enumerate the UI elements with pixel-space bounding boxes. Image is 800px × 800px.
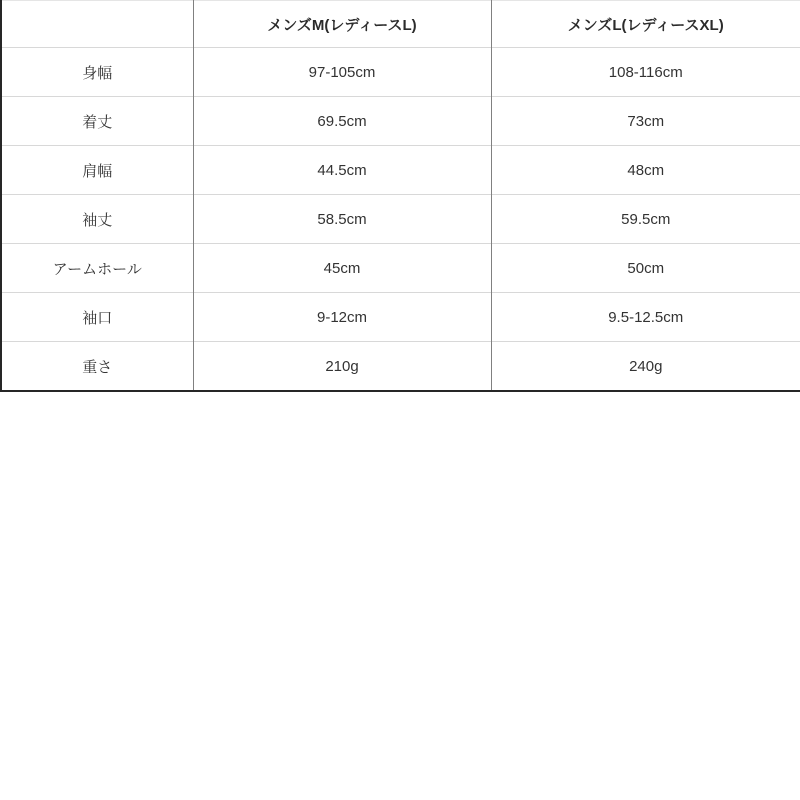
value-cell-mens-m: 69.5cm xyxy=(193,97,491,146)
row-label-cell: 肩幅 xyxy=(1,146,193,195)
row-label-cell: 袖丈 xyxy=(1,195,193,244)
table-row xyxy=(1,342,800,392)
value-cell-mens-l: 50cm xyxy=(491,244,800,293)
table-row xyxy=(1,195,800,244)
value-cell-mens-m: 44.5cm xyxy=(193,146,491,195)
header-cell-mens-m: メンズM(レディースL) xyxy=(193,1,491,48)
row-label-cell: アームホール xyxy=(1,244,193,293)
table-row xyxy=(1,146,800,195)
table-row xyxy=(1,97,800,146)
table-row xyxy=(1,244,800,293)
row-label-cell: 着丈 xyxy=(1,97,193,146)
row-label-cell: 身幅 xyxy=(1,48,193,97)
value-cell-mens-l: 73cm xyxy=(491,97,800,146)
value-cell-mens-l: 108-116cm xyxy=(491,48,800,97)
table-row xyxy=(1,293,800,342)
table-row xyxy=(1,48,800,97)
header-cell-mens-l: メンズL(レディースXL) xyxy=(491,1,800,48)
value-cell-mens-l: 59.5cm xyxy=(491,195,800,244)
header-cell-empty xyxy=(1,1,193,48)
value-cell-mens-m: 45cm xyxy=(193,244,491,293)
value-cell-mens-l: 9.5-12.5cm xyxy=(491,293,800,342)
value-cell-mens-l: 240g xyxy=(491,342,800,392)
value-cell-mens-l: 48cm xyxy=(491,146,800,195)
size-chart-table xyxy=(0,0,800,392)
value-cell-mens-m: 97-105cm xyxy=(193,48,491,97)
value-cell-mens-m: 9-12cm xyxy=(193,293,491,342)
value-cell-mens-m: 58.5cm xyxy=(193,195,491,244)
row-label-cell: 重さ xyxy=(1,342,193,392)
value-cell-mens-m: 210g xyxy=(193,342,491,392)
header-row xyxy=(1,1,800,48)
row-label-cell: 袖口 xyxy=(1,293,193,342)
